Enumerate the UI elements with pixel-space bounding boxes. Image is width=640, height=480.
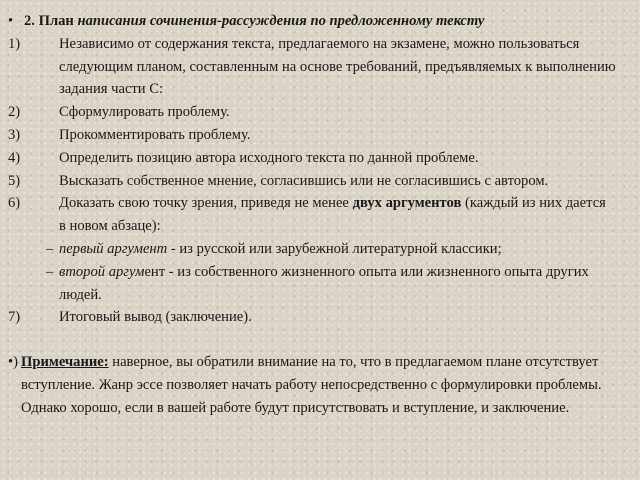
argument-label: первый аргумент <box>59 240 168 257</box>
plan-item-5 <box>8 170 616 193</box>
note-label: Примечание: <box>21 354 109 371</box>
note-bullet: •) <box>8 354 18 371</box>
item-text-before: Доказать свою точку зрения, приведя не менее <box>59 195 353 212</box>
item-text-bold: двух аргументов <box>352 195 462 212</box>
dash-bullet: – <box>46 263 54 280</box>
item-number: 7) <box>8 309 21 326</box>
argument-text: - из русской или зарубежной литературной классики; <box>167 240 502 257</box>
item-text: Сформулировать проблему. <box>59 104 230 121</box>
argument-1 <box>8 238 616 261</box>
item-number: 6) <box>8 195 21 212</box>
item-text: Итоговый вывод (заключение). <box>59 309 252 326</box>
plan-item-7 <box>8 306 616 329</box>
note-text: наверное, вы обратили внимание на то, что в предлагаемом плане отсутствует вступление. Жанр эссе позволяет начать работу непосредственно с формулировки проблемы. Однако хорошо, если в вашей работе будут присутствовать и вступление, и заключение. <box>21 354 602 416</box>
item-text: Определить позицию автора исходного текста по данной проблеме. <box>59 149 479 166</box>
plan-item-3 <box>8 124 616 147</box>
item-text-after: (каждый из них дается в новом абзаце): <box>59 195 606 235</box>
item-number: 4) <box>8 149 21 166</box>
item-text: Прокомментировать проблему. <box>59 126 251 143</box>
title-text: написания сочинения-рассуждения по предложенному тексту <box>77 13 485 29</box>
title-bullet: • <box>8 13 14 29</box>
item-number: 1) <box>8 35 21 52</box>
argument-text: ент - из собственного жизненного опыта или жизненного опыта других людей. <box>59 263 589 303</box>
note <box>8 351 616 419</box>
spacer <box>8 329 616 351</box>
item-number: 3) <box>8 126 21 143</box>
title-number: 2. План <box>24 13 74 29</box>
item-text: Независимо от содержания текста, предлагаемого на экзамене, можно пользоваться следующим планом, составленным на основе требований, предъявляемых к выполнению задания части С: <box>59 35 616 98</box>
plan-item-4 <box>8 147 616 170</box>
item-number: 5) <box>8 172 21 189</box>
item-text: Высказать собственное мнение, согласившись или не согласившись с автором. <box>59 172 549 189</box>
argument-label: второй аргум <box>59 263 145 280</box>
plan-item-1 <box>8 33 616 101</box>
plan-title <box>8 10 616 33</box>
argument-2 <box>8 261 616 307</box>
plan-item-6 <box>8 192 616 238</box>
plan-item-2 <box>8 101 616 124</box>
dash-bullet: – <box>46 240 54 257</box>
item-number: 2) <box>8 104 21 121</box>
